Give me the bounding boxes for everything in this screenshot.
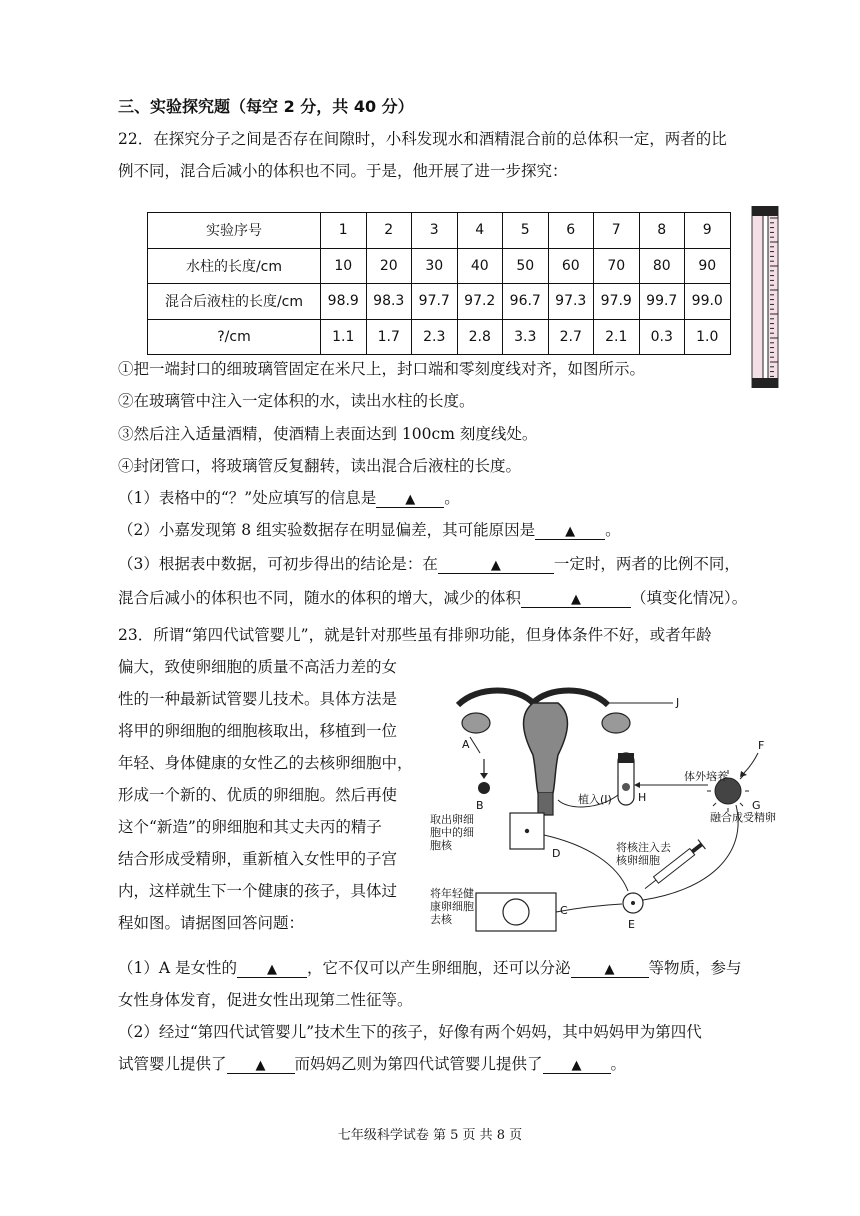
- q22-step-1: ①把一端封口的细玻璃管固定在米尺上，封口端和零刻度线对齐，如图所示。: [118, 360, 646, 378]
- table-cell: 80: [639, 248, 685, 284]
- table-cell: 8: [639, 213, 685, 249]
- table-cell: 2.8: [457, 319, 503, 355]
- table-cell: 50: [503, 248, 549, 284]
- table-cell: 0.3: [639, 319, 685, 355]
- answer-blank[interactable]: [227, 1055, 295, 1074]
- q22-sub-2-text: （2）小嘉发现第 8 组实验数据存在明显偏差，其可能原因是: [118, 521, 536, 539]
- table-cell: 97.2: [457, 284, 503, 320]
- table-row: [148, 284, 731, 320]
- blank-triangle-icon: ▲: [255, 1058, 266, 1073]
- text-implant: 植入(I): [578, 793, 612, 806]
- q22-sub-3-text-2: 一定时，两者的比例不同，: [553, 555, 740, 573]
- q22-intro-line-1: 22．在探究分子之间是否存在间隙时，小科发现水和酒精混合前的总体积一定，两者的比: [118, 130, 727, 148]
- ivf-process-diagram: [418, 675, 788, 950]
- label-A: A: [462, 738, 470, 751]
- table-cell: 97.7: [412, 284, 458, 320]
- table-cell: 3.3: [503, 319, 549, 355]
- q23-wrap-line: 这个“新造”的卵细胞和其丈夫丙的精子: [118, 818, 382, 836]
- table-row: [148, 319, 731, 355]
- text-extract-nucleus: [430, 813, 474, 852]
- table-cell: 90: [685, 248, 731, 284]
- label-G: G: [752, 799, 761, 812]
- table-cell: 1.0: [685, 319, 731, 355]
- table-row-label: 实验序号: [148, 213, 321, 249]
- answer-blank[interactable]: [521, 589, 631, 608]
- q23-wrap-line: 内，这样就生下一个健康的孩子，具体过: [118, 882, 398, 900]
- section-title: 三、实验探究题（每空 2 分，共 40 分）: [118, 97, 414, 116]
- answer-blank[interactable]: [237, 959, 307, 978]
- table-cell: 20: [366, 248, 412, 284]
- table-cell: 97.9: [594, 284, 640, 320]
- table-cell: 2.7: [548, 319, 594, 355]
- text-young-donor: [430, 887, 474, 926]
- answer-blank[interactable]: [535, 521, 605, 540]
- table-cell: 98.9: [321, 284, 367, 320]
- q22-sub-3-text: （3）根据表中数据，可初步得出的结论是：在: [118, 555, 438, 573]
- table-cell: 99.7: [639, 284, 685, 320]
- q23-wrap-line: 将甲的卵细胞的细胞核取出，移植到一位: [118, 722, 398, 740]
- blank-triangle-icon: ▲: [571, 1058, 582, 1073]
- q23-sub-1-cont: 女性身体发育，促进女性出现第二性征等。: [118, 991, 413, 1009]
- table-cell: 70: [594, 248, 640, 284]
- q22-sub-3-cont: [118, 587, 747, 609]
- meter-ruler-image: [750, 206, 780, 388]
- q22-sub-1-end: 。: [444, 489, 460, 507]
- table-cell: 9: [685, 213, 731, 249]
- q23-sub-1-text-2: ，它不仅可以产生卵细胞，还可以分泌: [306, 959, 571, 977]
- table-cell: 10: [321, 248, 367, 284]
- blank-triangle-icon: ▲: [565, 524, 576, 539]
- text-extract-line: 胞核: [430, 839, 452, 852]
- text-inject-line: 将核注入去: [616, 841, 671, 854]
- q22-sub-1: [118, 487, 460, 509]
- text-extract-line: 取出卵细: [430, 813, 474, 826]
- text-in-vitro-culture: 体外培养: [684, 770, 728, 783]
- q23-wrap-line: 偏大，致使卵细胞的质量不高活力差的女: [118, 658, 398, 676]
- q23-line-1: 23．所谓“第四代试管婴儿”，就是针对那些虽有排卵功能，但身体条件不好，或者年龄: [118, 626, 712, 644]
- table-row: [148, 248, 731, 284]
- text-inject-line: 核卵细胞: [616, 854, 660, 867]
- text-young-line: 将年轻健: [430, 887, 474, 900]
- q22-sub-3-text-3: 混合后减小的体积也不同，随水的体积的增大，减少的体积: [118, 589, 522, 607]
- table-cell: 1.1: [321, 319, 367, 355]
- answer-blank[interactable]: [376, 489, 444, 508]
- text-young-line: 去核: [430, 913, 452, 926]
- table-cell: 98.3: [366, 284, 412, 320]
- table-cell: 96.7: [503, 284, 549, 320]
- q22-sub-1-text: （1）表格中的“？”处应填写的信息是: [118, 489, 377, 507]
- text-extract-line: 胞中的细: [430, 826, 474, 839]
- q23-sub-1: [118, 957, 742, 979]
- q22-sub-3-text-4: （填变化情况）。: [631, 589, 748, 607]
- blank-triangle-icon: ▲: [604, 962, 615, 977]
- q23-sub-2: （2）经过“第四代试管婴儿”技术生下的孩子，好像有两个妈妈，其中妈妈甲为第四代: [118, 1023, 702, 1041]
- label-F: F: [758, 739, 765, 752]
- table-cell: 1.7: [366, 319, 412, 355]
- answer-blank[interactable]: [438, 555, 554, 574]
- table-row-label: 水柱的长度/cm: [148, 248, 321, 284]
- q23-sub-2-text: 试管婴儿提供了: [118, 1055, 227, 1073]
- q23-sub-2-end: 。: [610, 1055, 627, 1073]
- q23-sub-1-text-3: 等物质，参与: [648, 959, 742, 977]
- label-J: J: [676, 696, 680, 709]
- q22-sub-2-end: 。: [605, 521, 621, 539]
- table-cell: 2.1: [594, 319, 640, 355]
- table-cell: 5: [503, 213, 549, 249]
- label-H: H: [638, 791, 647, 804]
- table-cell: 99.0: [685, 284, 731, 320]
- answer-blank[interactable]: [543, 1055, 611, 1074]
- table-row-label: 混合后液柱的长度/cm: [148, 284, 321, 320]
- blank-triangle-icon: ▲: [405, 492, 416, 507]
- table-cell: 4: [457, 213, 503, 249]
- q22-sub-2: [118, 519, 621, 541]
- label-C: C: [560, 904, 568, 917]
- answer-blank[interactable]: [571, 959, 649, 978]
- text-young-line: 康卵细胞: [430, 900, 474, 913]
- table-cell: 3: [412, 213, 458, 249]
- q23-sub-1-text: （1）A 是女性的: [118, 959, 237, 977]
- table-cell: 30: [412, 248, 458, 284]
- blank-triangle-icon: ▲: [266, 962, 277, 977]
- table-cell: 1: [321, 213, 367, 249]
- q23-sub-2-text-2: 而妈妈乙则为第四代试管婴儿提供了: [294, 1055, 543, 1073]
- text-fertilize: 融合成受精卵: [710, 811, 776, 824]
- q23-wrap-line: 性的一种最新试管婴儿技术。具体方法是: [118, 690, 398, 708]
- q22-sub-3: [118, 553, 740, 575]
- table-row-label: ?/cm: [148, 319, 321, 355]
- label-B: B: [476, 799, 484, 812]
- table-cell: 60: [548, 248, 594, 284]
- table-cell: 7: [594, 213, 640, 249]
- page-footer: 七年级科学试卷 第 5 页 共 8 页: [337, 1128, 523, 1143]
- table-cell: 97.3: [548, 284, 594, 320]
- text-inject-nucleus: [616, 841, 671, 867]
- label-E: E: [628, 918, 635, 931]
- q22-step-2: ②在玻璃管中注入一定体积的水，读出水柱的长度。: [118, 392, 475, 410]
- q22-step-3: ③然后注入适量酒精，使酒精上表面达到 100cm 刻度线处。: [118, 425, 538, 443]
- q22-step-4: ④封闭管口，将玻璃管反复翻转，读出混合后液柱的长度。: [118, 457, 522, 475]
- table-cell: 2: [366, 213, 412, 249]
- q23-wrap-line: 年轻、身体健康的女性乙的去核卵细胞中，: [118, 754, 413, 772]
- label-D: D: [552, 847, 561, 860]
- table-cell: 40: [457, 248, 503, 284]
- q22-data-table: [147, 212, 731, 355]
- table-cell: 6: [548, 213, 594, 249]
- q22-intro-line-2: 例不同，混合后减小的体积也不同。于是，他开展了进一步探究：: [118, 162, 568, 180]
- blank-triangle-icon: ▲: [571, 592, 582, 607]
- q23-wrap-line: 程如图。请据图回答问题：: [118, 914, 305, 932]
- q23-wrap-line: 形成一个新的、优质的卵细胞。然后再使: [118, 786, 398, 804]
- q23-sub-2-cont: [118, 1053, 626, 1075]
- blank-triangle-icon: ▲: [490, 558, 501, 573]
- table-row: [148, 213, 731, 249]
- table-cell: 2.3: [412, 319, 458, 355]
- q23-wrap-line: 结合形成受精卵，重新植入女性甲的子宫: [118, 850, 398, 868]
